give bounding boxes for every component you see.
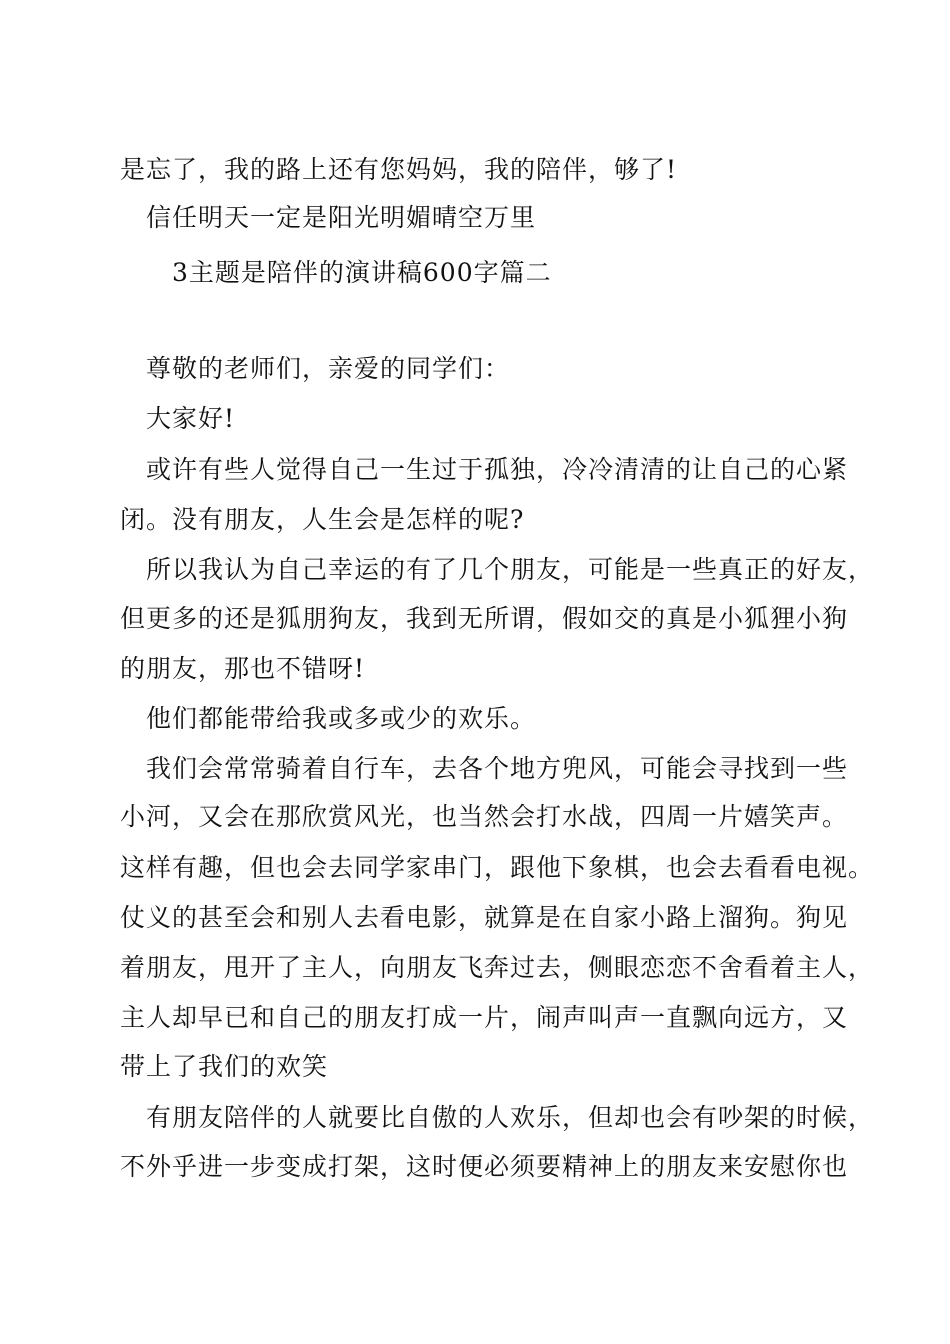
text-line: 所以我认为自己幸运的有了几个朋友，可能是一些真正的好友， [146,555,875,584]
greeting: 大家好! [146,404,236,433]
text-line: 主人却早已和自己的朋友打成一片，闹声叫声一直飘向远方，又 [120,1003,849,1032]
text-line: 有朋友陪伴的人就要比自傲的人欢乐，但却也会有吵架的时候， [146,1103,875,1132]
text-line: 他们都能带给我或多或少的欢乐。 [146,704,537,733]
section-heading: 3主题是陪伴的演讲稿600字篇二 [172,258,552,287]
text-line: 但更多的还是狐朋狗友，我到无所谓，假如交的真是小狐狸小狗 [120,604,849,633]
text-line: 闭。没有朋友，人生会是怎样的呢? [120,505,525,534]
text-line: 这样有趣，但也会去同学家串门，跟他下象棋，也会去看看电视。 [120,853,875,882]
text-line: 不外乎进一步变成打架，这时便必须要精神上的朋友来安慰你也 [120,1152,849,1181]
text-line: 带上了我们的欢笑 [120,1052,329,1081]
text-line: 信任明天一定是阳光明媚晴空万里 [146,203,537,232]
salutation: 尊敬的老师们，亲爱的同学们： [146,354,511,383]
text-line: 着朋友，甩开了主人，向朋友飞奔过去，侧眼恋恋不舍看着主人， [120,953,875,982]
text-line: 仗义的甚至会和别人去看电影，就算是在自家小路上溜狗。狗见 [120,903,849,932]
text-line: 的朋友，那也不错呀! [120,654,366,683]
text-line: 是忘了，我的路上还有您妈妈，我的陪伴，够了! [120,155,678,184]
text-line: 或许有些人觉得自己一生过于孤独，冷冷清清的让自己的心紧 [146,455,849,484]
text-line: 小河，又会在那欣赏风光，也当然会打水战，四周一片嬉笑声。 [120,802,849,831]
text-line: 我们会常常骑着自行车，去各个地方兜风，可能会寻找到一些 [146,754,849,783]
